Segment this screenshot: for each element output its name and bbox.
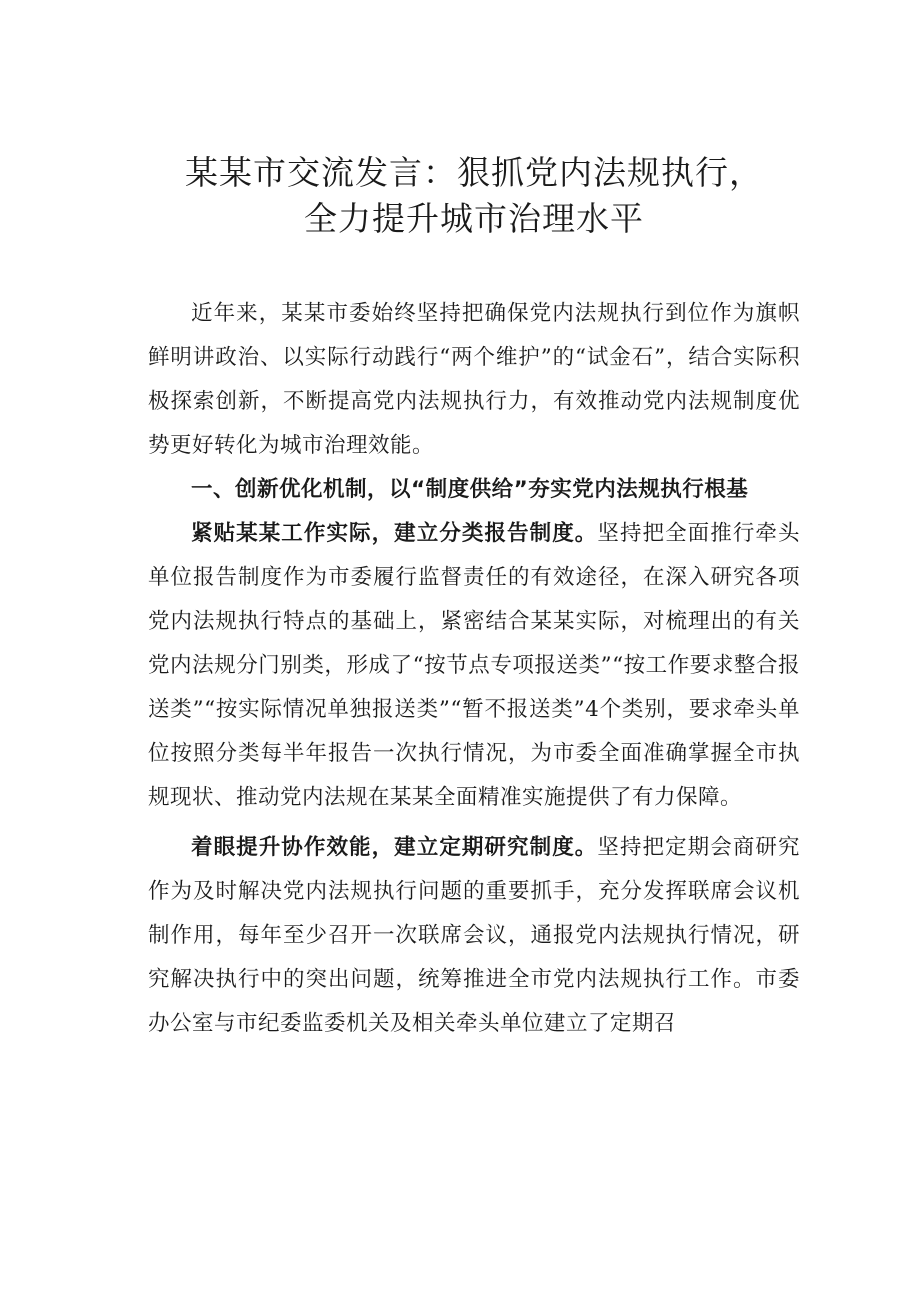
title-line-2: 全力提升城市治理水平 [304, 199, 644, 238]
paragraph-1-lead: 紧贴某某工作实际，建立分类报告制度。 [191, 521, 598, 546]
paragraph-1-body: 坚持把全面推行牵头单位报告制度作为市委履行监督责任的有效途径，在深入研究各项党内法规执行特点的基础上，紧密结合某某实际，对梳理出的有关党内法规分门别类，形成了“按节点专项报送类”“按工作要求整合报送类”“按实际情况单独报送类”“暂不报送类”4个类别，要求牵头单位按照分类每半年报告一次执行情况，为市委全面准确掌握全市执规现状、推动党内法规在某某全面精准实施提供了有力保障。 [148, 521, 800, 810]
paragraph-1 [148, 512, 800, 820]
document-title [148, 150, 800, 242]
section-1-heading: 一、创新优化机制，以“制度供给”夯实党内法规执行根基 [191, 477, 749, 502]
paragraph-2 [148, 826, 800, 1046]
paragraph-2-body: 坚持把定期会商研究作为及时解决党内法规执行问题的重要抓手，充分发挥联席会议机制作用，每年至少召开一次联席会议，通报党内法规执行情况，研究解决执行中的突出问题，统筹推进全市党内法规执行工作。市委办公室与市纪委监委机关及相关牵头单位建立了定期召 [148, 835, 800, 1036]
intro-paragraph: 近年来，某某市委始终坚持把确保党内法规执行到位作为旗帜鲜明讲政治、以实际行动践行“两个维护”的“试金石”，结合实际积极探索创新，不断提高党内法规执行力，有效推动党内法规制度优势更好转化为城市治理效能。 [148, 301, 800, 458]
title-line-1: 某某市交流发言：狠抓党内法规执行， [185, 153, 763, 192]
document-page [148, 150, 800, 1046]
paragraph-2-lead: 着眼提升协作效能，建立定期研究制度。 [191, 835, 598, 860]
